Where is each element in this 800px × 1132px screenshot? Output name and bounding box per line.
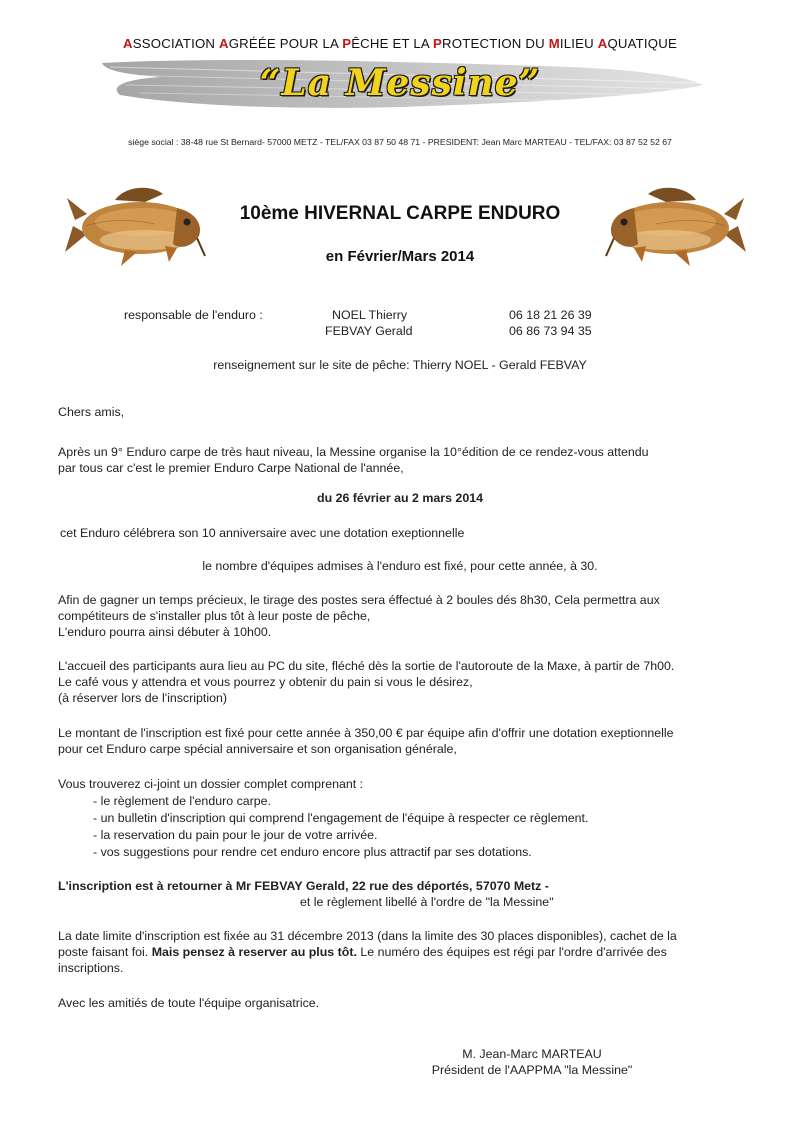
teams-line: le nombre d'équipes admises à l'enduro est fixé, pour cette année, à 30.	[202, 559, 598, 573]
document-title: 10ème HIVERNAL CARPE ENDURO	[239, 203, 561, 224]
deadline-line	[58, 944, 667, 960]
deadline-text: poste faisant foi.	[58, 945, 149, 959]
dossier-item: - un bulletin d'inscription qui comprend l'engagement de l'équipe à respecter ce règlement.	[93, 811, 589, 825]
contact-phone: 06 86 73 94 35	[509, 324, 592, 338]
deadline-text: Le numéro des équipes est régi par l'ordre d'arrivée des	[360, 945, 667, 959]
dossier-item: - le règlement de l'enduro carpe.	[93, 794, 272, 808]
assoc-part: ASSOCIATION	[123, 36, 219, 51]
signatory-name: M. Jean-Marc MARTEAU	[462, 1047, 602, 1061]
return-address: L'inscription est à retourner à Mr FEBVAY Gerald, 22 rue des déportés, 57070 Metz -	[58, 879, 549, 893]
intro-line: par tous car c'est le premier Enduro Carpe National de l'année,	[58, 461, 404, 475]
assoc-part: AQUATIQUE	[597, 36, 677, 51]
welcome-line: (à réserver lors de l'inscription)	[58, 691, 228, 705]
deadline-emphasis: Mais pensez à reserver au plus tôt.	[151, 945, 357, 959]
deadline-line: La date limite d'inscription est fixée au 31 décembre 2013 (dans la limite des 30 places disponibles), cachet de la	[58, 929, 677, 943]
contact-name: FEBVAY Gerald	[325, 324, 413, 338]
fee-line: Le montant de l'inscription est fixé pour cette année à 350,00 € par équipe afin d'offrir une dotation exeptionnelle	[58, 726, 674, 740]
anniversary-line: cet Enduro célébrera son 10 anniversaire avec une dotation exeptionnelle	[60, 526, 465, 540]
contacts-label: responsable de l'enduro :	[124, 308, 263, 322]
closing-line: Avec les amitiés de toute l'équipe organisatrice.	[58, 996, 320, 1010]
signatory-role: Président de l'AAPPMA "la Messine"	[431, 1063, 633, 1077]
dossier-item: - vos suggestions pour rendre cet enduro encore plus attractif par ses dotations.	[93, 845, 532, 859]
document-subtitle: en Février/Mars 2014	[325, 248, 475, 265]
fee-line: pour cet Enduro carpe spécial anniversaire et son organisation générale,	[58, 742, 457, 756]
draw-line: L'enduro pourra ainsi débuter à 10h00.	[58, 625, 272, 639]
contact-name: NOEL Thierry	[332, 308, 408, 322]
carp-illustration-left	[65, 180, 213, 280]
assoc-part: AGRÉÉE POUR LA	[218, 36, 343, 51]
assoc-part: PÊCHE ET LA	[342, 36, 434, 51]
greeting: Chers amis,	[58, 405, 125, 419]
association-name	[0, 36, 800, 51]
carp-illustration-right	[598, 180, 746, 280]
assoc-part: PROTECTION DU	[433, 36, 549, 51]
welcome-line: L'accueil des participants aura lieu au PC du site, fléché dès la sortie de l'autoroute de la Maxe, à partir de 7h00.	[58, 659, 675, 673]
logo-text: “La Messine”	[259, 62, 541, 104]
dossier-item: - la reservation du pain pour le jour de votre arrivée.	[93, 828, 378, 842]
welcome-line: Le café vous y attendra et vous pourrez y obtenir du pain si vous le désirez,	[58, 675, 473, 689]
contact-phone: 06 18 21 26 39	[509, 308, 592, 322]
assoc-part: MILIEU	[548, 36, 598, 51]
address-line: siège social : 38-48 rue St Bernard- 57000 METZ - TEL/FAX 03 87 50 48 71 - PRESIDENT: Jean Marc MARTEAU - TEL/FAX: 03 87 52 52 67	[128, 137, 672, 147]
intro-line: Après un 9° Enduro carpe de très haut niveau, la Messine organise la 10°édition de ce rendez-vous attendu	[58, 445, 649, 459]
payment-order-line: et le règlement libellé à l'ordre de "la Messine"	[300, 895, 554, 909]
event-dates: du 26 février au 2 mars 2014	[317, 491, 483, 505]
draw-line: compétiteurs de s'installer plus tôt à leur poste de pêche,	[58, 609, 371, 623]
deadline-line: inscriptions.	[58, 961, 124, 975]
renseignement-line: renseignement sur le site de pêche: Thierry NOEL - Gerald FEBVAY	[213, 358, 587, 372]
draw-line: Afin de gagner un temps précieux, le tirage des postes sera éffectué à 2 boules dés 8h30, Cela permettra aux	[58, 593, 660, 607]
dossier-intro: Vous trouverez ci-joint un dossier complet comprenant :	[58, 777, 364, 791]
